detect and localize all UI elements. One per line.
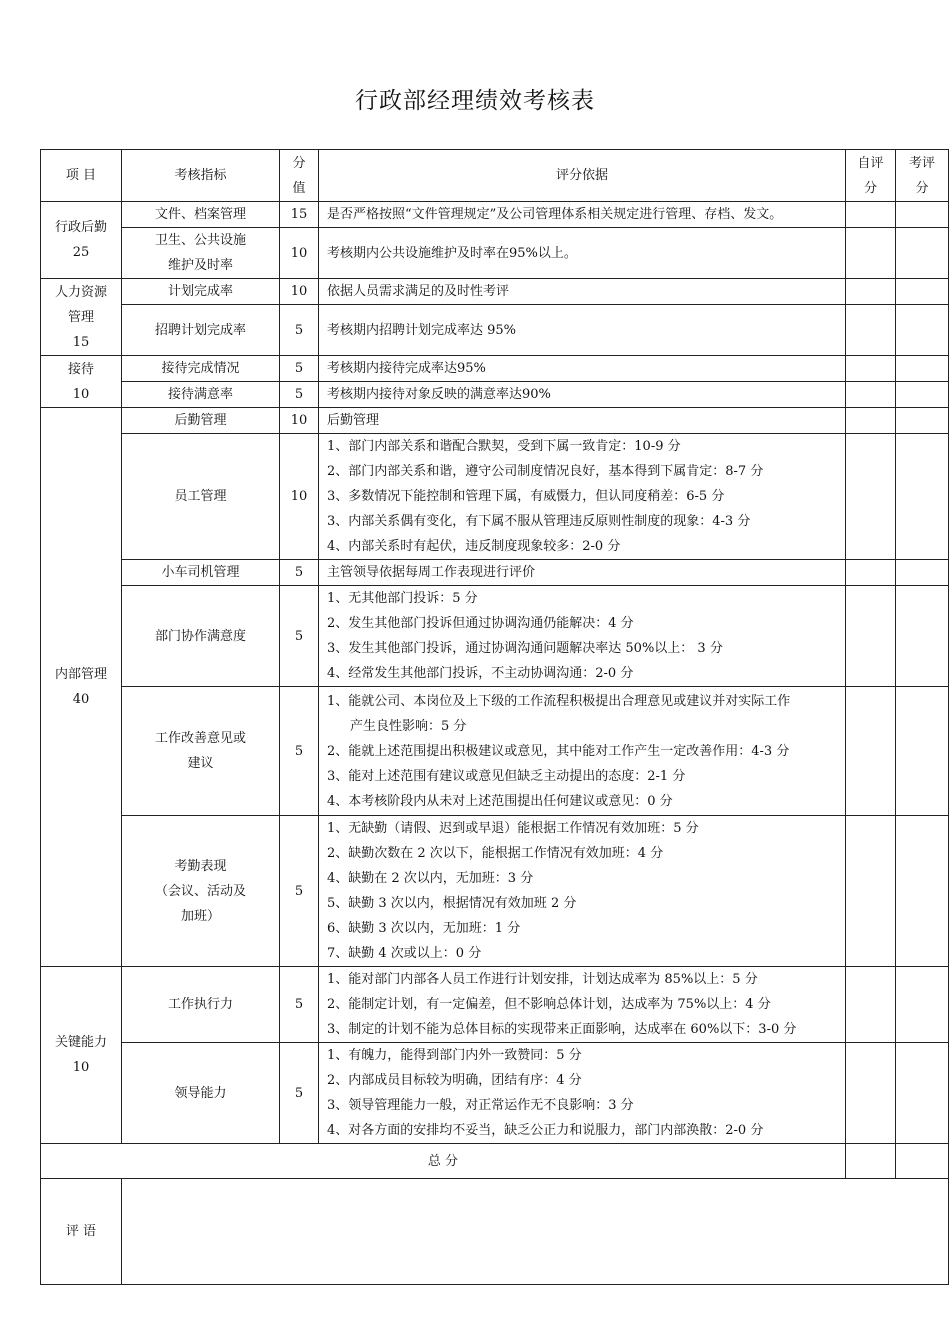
score-cell: 5 (280, 816, 319, 967)
indicator-cell: 卫生、公共设施 维护及时率 (122, 228, 280, 279)
page-title: 行政部经理绩效考核表 (355, 88, 595, 114)
score-cell: 10 (280, 408, 319, 434)
score-cell: 5 (280, 586, 319, 687)
header-review-score: 考评 分 (896, 150, 949, 202)
self-score-input[interactable] (846, 382, 896, 408)
review-score-input[interactable] (896, 305, 949, 356)
indicator-cell: 文件、档案管理 (122, 202, 280, 228)
comment-field[interactable] (122, 1179, 949, 1285)
score-cell: 5 (280, 382, 319, 408)
review-score-input[interactable] (896, 279, 949, 305)
self-score-input[interactable] (846, 202, 896, 228)
score-cell: 5 (280, 356, 319, 382)
table-row (41, 356, 949, 382)
header-row (41, 150, 949, 202)
table-row (41, 228, 949, 279)
review-score-input[interactable] (896, 967, 949, 1043)
self-total-input[interactable] (846, 1144, 896, 1179)
score-cell: 10 (280, 228, 319, 279)
self-score-input[interactable] (846, 356, 896, 382)
header-project: 项 目 (41, 150, 122, 202)
self-score-input[interactable] (846, 279, 896, 305)
basis-cell: 考核期内接待完成率达95% (319, 356, 846, 382)
review-score-input[interactable] (896, 356, 949, 382)
review-score-input[interactable] (896, 408, 949, 434)
indicator-cell: 后勤管理 (122, 408, 280, 434)
self-score-input[interactable] (846, 1043, 896, 1144)
basis-cell: 考核期内招聘计划完成率达 95% (319, 305, 846, 356)
basis-cell: 1、能就公司、本岗位及上下级的工作流程积极提出合理意见或建议并对实际工作 产生良性影响：5 分 2、能就上述范围提出积极建议或意见，其中能对工作产生一定改善作用：4-3 分 3、能对上述范围有建议或意见但缺乏主动提出的态度：2-1 分 4、本考核阶段内从未对上述范围提出任何建议或意见：0 分 (319, 687, 846, 816)
self-score-input[interactable] (846, 816, 896, 967)
review-score-input[interactable] (896, 816, 949, 967)
score-cell: 15 (280, 202, 319, 228)
header-self-score: 自评 分 (846, 150, 896, 202)
score-cell: 5 (280, 560, 319, 586)
basis-cell: 1、有魄力，能得到部门内外一致赞同：5 分 2、内部成员目标较为明确，团结有序：4 分 3、领导管理能力一般，对正常运作无不良影响：3 分 4、对各方面的安排均不妥当，缺乏公正力和说服力，部门内部涣散：2-0 分 (319, 1043, 846, 1144)
total-label: 总 分 (41, 1144, 846, 1179)
self-score-input[interactable] (846, 305, 896, 356)
self-score-input[interactable] (846, 408, 896, 434)
table-row (41, 434, 949, 560)
header-indicator: 考核指标 (122, 150, 280, 202)
table-row (41, 1043, 949, 1144)
category-admin-logistics: 行政后勤 25 (41, 202, 122, 279)
indicator-cell: 计划完成率 (122, 279, 280, 305)
indicator-cell: 工作执行力 (122, 967, 280, 1043)
comment-row (41, 1179, 949, 1285)
basis-cell: 后勤管理 (319, 408, 846, 434)
indicator-cell: 工作改善意见或 建议 (122, 687, 280, 816)
review-score-input[interactable] (896, 1043, 949, 1144)
table-row (41, 816, 949, 967)
self-score-input[interactable] (846, 228, 896, 279)
review-score-input[interactable] (896, 228, 949, 279)
indicator-cell: 小车司机管理 (122, 560, 280, 586)
category-internal-management: 内部管理 40 (41, 408, 122, 967)
review-score-input[interactable] (896, 687, 949, 816)
table-row (41, 560, 949, 586)
basis-cell: 1、能对部门内部各人员工作进行计划安排，计划达成率为 85%以上：5 分 2、能制定计划，有一定偏差，但不影响总体计划，达成率为 75%以上：4 分 3、制定的计划不能为总体目标的实现带来正面影响，达成率在 60%以下：3-0 分 (319, 967, 846, 1043)
comment-label: 评 语 (41, 1179, 122, 1285)
table-row (41, 687, 949, 816)
category-reception: 接待 10 (41, 356, 122, 408)
basis-cell: 主管领导依据每周工作表现进行评价 (319, 560, 846, 586)
review-score-input[interactable] (896, 560, 949, 586)
indicator-cell: 部门协作满意度 (122, 586, 280, 687)
score-cell: 10 (280, 434, 319, 560)
basis-cell: 1、无其他部门投诉：5 分 2、发生其他部门投诉但通过协调沟通仍能解决：4 分 3、发生其他部门投诉，通过协调沟通问题解决率达 50%以上： 3 分 4、经常发生其他部门投诉，不主动协调沟通：2-0 分 (319, 586, 846, 687)
category-hr-management: 人力资源 管理 15 (41, 279, 122, 356)
self-score-input[interactable] (846, 967, 896, 1043)
basis-cell: 考核期内接待对象反映的满意率达90% (319, 382, 846, 408)
basis-cell: 1、无缺勤（请假、迟到或早退）能根据工作情况有效加班：5 分 2、缺勤次数在 2 次以下，能根据工作情况有效加班：4 分 4、缺勤在 2 次以内，无加班：3 分 5、缺勤 3 次以内，根据情况有效加班 2 分 6、缺勤 3 次以内，无加班：1 分 7、缺勤 4 次或以上：0 分 (319, 816, 846, 967)
basis-cell: 依据人员需求满足的及时性考评 (319, 279, 846, 305)
table-row (41, 586, 949, 687)
score-cell: 5 (280, 1043, 319, 1144)
basis-cell: 考核期内公共设施维护及时率在95%以上。 (319, 228, 846, 279)
review-score-input[interactable] (896, 586, 949, 687)
basis-cell: 1、部门内部关系和谐配合默契，受到下属一致肯定：10-9 分 2、部门内部关系和谐，遵守公司制度情况良好，基本得到下属肯定：8-7 分 3、多数情况下能控制和管理下属，有威慑力，但认同度稍差：6-5 分 3、内部关系偶有变化，有下属不服从管理违反原则性制度的现象：4-3 分 4、内部关系时有起伏，违反制度现象较多：2-0 分 (319, 434, 846, 560)
indicator-cell: 员工管理 (122, 434, 280, 560)
self-score-input[interactable] (846, 586, 896, 687)
score-cell: 5 (280, 967, 319, 1043)
indicator-cell: 考勤表现 （会议、活动及 加班） (122, 816, 280, 967)
score-cell: 5 (280, 687, 319, 816)
score-cell: 10 (280, 279, 319, 305)
table-row (41, 382, 949, 408)
table-row (41, 305, 949, 356)
review-total-input[interactable] (896, 1144, 949, 1179)
table-row (41, 279, 949, 305)
score-cell: 5 (280, 305, 319, 356)
basis-cell: 是否严格按照“文件管理规定”及公司管理体系相关规定进行管理、存档、发文。 (319, 202, 846, 228)
review-score-input[interactable] (896, 434, 949, 560)
header-score: 分 值 (280, 150, 319, 202)
table-row (41, 202, 949, 228)
indicator-cell: 招聘计划完成率 (122, 305, 280, 356)
self-score-input[interactable] (846, 687, 896, 816)
total-row (41, 1144, 949, 1179)
review-score-input[interactable] (896, 202, 949, 228)
table-row (41, 408, 949, 434)
header-basis: 评分依据 (319, 150, 846, 202)
appraisal-table (40, 149, 949, 1285)
table-row (41, 967, 949, 1043)
self-score-input[interactable] (846, 434, 896, 560)
indicator-cell: 接待满意率 (122, 382, 280, 408)
category-key-competency: 关键能力 10 (41, 967, 122, 1144)
indicator-cell: 接待完成情况 (122, 356, 280, 382)
self-score-input[interactable] (846, 560, 896, 586)
indicator-cell: 领导能力 (122, 1043, 280, 1144)
review-score-input[interactable] (896, 382, 949, 408)
